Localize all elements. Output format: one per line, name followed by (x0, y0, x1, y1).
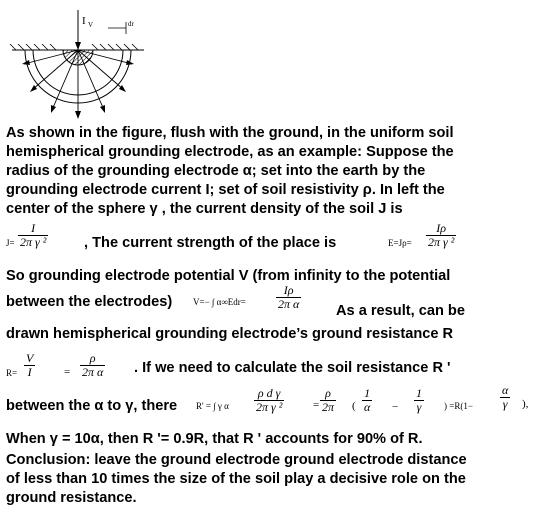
text-line-7: So grounding electrode potential V (from infinity to the potential (6, 268, 451, 284)
text-line-12: When γ = 10α, then R '= 0.9R, that R ' accounts for 90% of R. (6, 431, 423, 447)
fraction-rp5 (500, 384, 510, 411)
text-line-6: , The current strength of the place is (84, 235, 337, 251)
e-equals: E=Jρ= (388, 238, 412, 248)
rprime-equals: = (313, 399, 320, 411)
fraction-rp1 (254, 387, 284, 414)
fraction-rp1-num: ρ d γ (254, 387, 284, 401)
fraction-r2-num: ρ (80, 352, 105, 366)
fraction-rp4 (414, 387, 424, 414)
fraction-v (276, 284, 301, 311)
text-line-10: . If we need to calculate the soil resistance R ' (134, 360, 451, 376)
fraction-rp5-den: γ (502, 397, 508, 411)
fraction-rp2 (320, 387, 336, 414)
text-line-9: drawn hemispherical grounding electrode’s ground resistance R (6, 326, 454, 342)
fraction-e-num: Iρ (426, 222, 456, 236)
fraction-rp5-num: α (502, 383, 509, 397)
j-equals: J= (6, 238, 15, 248)
fraction-r2-den: 2π α (82, 365, 104, 379)
paren-end: ), (522, 398, 529, 410)
text-line-1: As shown in the figure, flush with the ground, in the uniform soil (6, 125, 454, 141)
ground-hatching (10, 44, 138, 50)
text-line-8a: between the electrodes) (6, 294, 173, 310)
fraction-r1 (24, 352, 35, 379)
fraction-rp3 (362, 387, 372, 414)
text-line-3: radius of the grounding electrode α; set into the earth by the (6, 163, 426, 179)
fraction-rp2-num: ρ (320, 387, 336, 401)
current-label: I (82, 15, 86, 27)
radial-current-lines (24, 50, 132, 116)
minus-sign: − (392, 401, 399, 413)
text-line-15: ground resistance. (6, 490, 137, 506)
rprime-integral: R' = ∫ γ α (196, 401, 229, 411)
fraction-r1-num: V (26, 351, 34, 365)
fraction-j-den: 2π γ ² (20, 235, 47, 249)
r-equals-2: = (64, 366, 71, 378)
fraction-v-num: Iρ (276, 284, 301, 298)
text-line-14: of less than 10 times the size of the soil play a decisive role on the (6, 471, 466, 487)
paren-open: ( (352, 400, 356, 412)
fraction-e-den: 2π γ ² (428, 235, 455, 249)
fraction-rp4-num: 1 (416, 386, 422, 400)
current-sub-label: V (88, 21, 94, 29)
fraction-rp3-den: α (364, 400, 371, 414)
fraction-e (426, 222, 456, 249)
text-line-5: center of the sphere γ , the current density of the soil J is (6, 201, 403, 217)
text-line-2: hemispherical grounding electrode, as an example: Suppose the (6, 144, 454, 160)
v-integral: V=− ∫ α∞Edr= (193, 297, 246, 307)
text-line-13: Conclusion: leave the ground electrode ground electrode distance (6, 452, 467, 468)
current-arrow (75, 42, 81, 50)
fraction-rp4-den: γ (416, 400, 422, 414)
fraction-rp2-den: 2π (322, 400, 335, 414)
hemisphere-electrode-diagram (8, 4, 148, 124)
fraction-rp3-num: 1 (362, 387, 372, 401)
text-line-4: grounding electrode current I; set of soil resistivity ρ. In left the (6, 182, 445, 198)
text-line-11a: between the α to γ, there (6, 398, 178, 414)
r-equals: R= (6, 368, 18, 378)
fraction-r2 (80, 352, 105, 379)
fraction-j-num: I (18, 222, 48, 236)
fraction-v-den: 2π α (278, 297, 300, 311)
paren-close-r: ) =R(1− (444, 401, 473, 411)
fraction-rp1-den: 2π γ ² (256, 400, 283, 414)
dr-label: dr (128, 20, 134, 28)
fraction-j (18, 222, 48, 249)
text-line-8b: As a result, can be (336, 303, 465, 319)
fraction-r1-den: I (27, 365, 32, 379)
